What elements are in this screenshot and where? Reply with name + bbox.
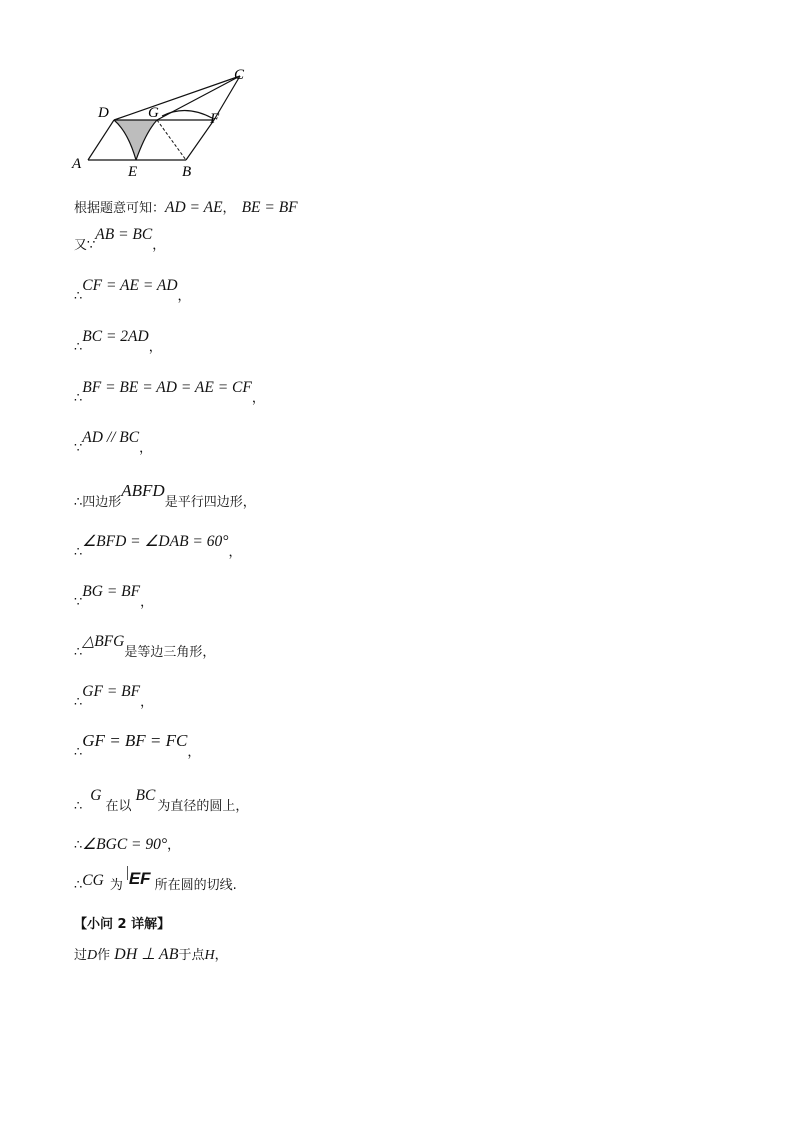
label-g: G [148, 105, 159, 121]
section-heading-2 [74, 913, 170, 932]
math: BF = BE = AD = AE = CF [82, 379, 252, 396]
proof-line-10 [74, 633, 216, 661]
label-d: D [98, 105, 109, 121]
therefore-sign: ∴ [74, 695, 83, 710]
punct: ， [140, 695, 154, 710]
punct: ， [187, 745, 201, 760]
punct: ， [140, 595, 154, 610]
therefore-sign: ∴ [74, 289, 83, 304]
math: CF = AE = AD [82, 277, 178, 294]
arc-gf [162, 110, 212, 118]
math: AD = AE [165, 199, 223, 216]
therefore-sign: ∴ [74, 878, 83, 893]
text-cursor-mark [127, 866, 128, 880]
label-e: E [128, 164, 138, 180]
proof-line-1 [74, 197, 298, 217]
math-ef: EF [128, 869, 151, 888]
proof-line-5 [74, 379, 265, 407]
math: GF = BF [82, 683, 141, 700]
math: DH ⊥ AB [114, 946, 179, 963]
math: BC = 2AD [82, 328, 149, 345]
math: GF = BF = FC [82, 731, 188, 750]
proof-line-9 [74, 583, 154, 611]
proof-line-17 [74, 944, 228, 964]
label-b: B [182, 164, 192, 180]
math: AB = BC [95, 226, 153, 243]
text: 于点 [178, 948, 205, 963]
text: 为 [109, 878, 123, 893]
text: 作 [97, 948, 111, 963]
math: BC [135, 787, 156, 804]
proof-line-2 [74, 226, 166, 254]
punct: ， [214, 948, 228, 963]
text: 又∵ [74, 238, 96, 253]
segment-gb-dashed [157, 120, 186, 160]
punct: ， [167, 838, 181, 853]
math: CG [82, 872, 104, 889]
therefore-sign: ∴ [74, 745, 83, 760]
therefore-sign: ∴ [74, 838, 83, 853]
therefore-sign: ∴ [74, 545, 83, 560]
proof-line-14 [74, 834, 180, 854]
math: H [204, 948, 215, 963]
label-f: F [210, 111, 220, 127]
math: AD // BC [82, 429, 140, 446]
therefore-sign: ∴ [74, 799, 83, 814]
math: BE = BF [241, 199, 298, 216]
proof-line-11 [74, 683, 154, 711]
math: ∠BFD = ∠DAB = 60° [82, 533, 229, 550]
proof-line-8 [74, 533, 242, 561]
punct: ， [152, 238, 166, 253]
label-a: A [72, 156, 82, 172]
math: D [87, 948, 98, 963]
because-sign: ∵ [74, 595, 83, 610]
punct: ， [148, 340, 162, 355]
text: 是平行四边形， [164, 495, 256, 510]
label-c: C [234, 67, 245, 83]
proof-line-12 [74, 731, 201, 761]
punct: ， [139, 441, 153, 456]
text: 根据题意可知： [74, 201, 166, 216]
math: BG = BF [82, 583, 141, 600]
proof-line-7 [74, 481, 256, 511]
text: ∴四边形 [74, 495, 122, 510]
math: ABFD [121, 481, 165, 500]
text: 在以 [105, 799, 132, 814]
text: 为直径的圆上， [157, 799, 249, 814]
punct: ， [177, 289, 191, 304]
math: ∠BGC = 90° [82, 836, 168, 853]
therefore-sign: ∴ [74, 645, 83, 660]
geometry-figure [66, 62, 256, 182]
proof-line-3 [74, 277, 191, 305]
text: 是等边三角形， [124, 645, 216, 660]
proof-line-4 [74, 328, 162, 356]
because-sign: ∵ [74, 441, 83, 456]
math: G [90, 787, 102, 804]
because-sign: ∴ [74, 340, 83, 355]
segment-ad [88, 120, 114, 160]
punct: ， [222, 201, 236, 216]
math: △BFG [82, 633, 125, 650]
punct: ， [228, 545, 242, 560]
punct: ， [251, 391, 265, 406]
text: 所在圆的切线. [154, 878, 237, 893]
proof-line-15 [74, 869, 237, 894]
therefore-sign: ∴ [74, 391, 83, 406]
section-title: 【小问 2 详解】 [74, 917, 171, 932]
segment-dc [114, 76, 240, 120]
proof-line-6 [74, 429, 153, 457]
text: 过 [74, 948, 88, 963]
proof-line-13 [74, 787, 249, 815]
